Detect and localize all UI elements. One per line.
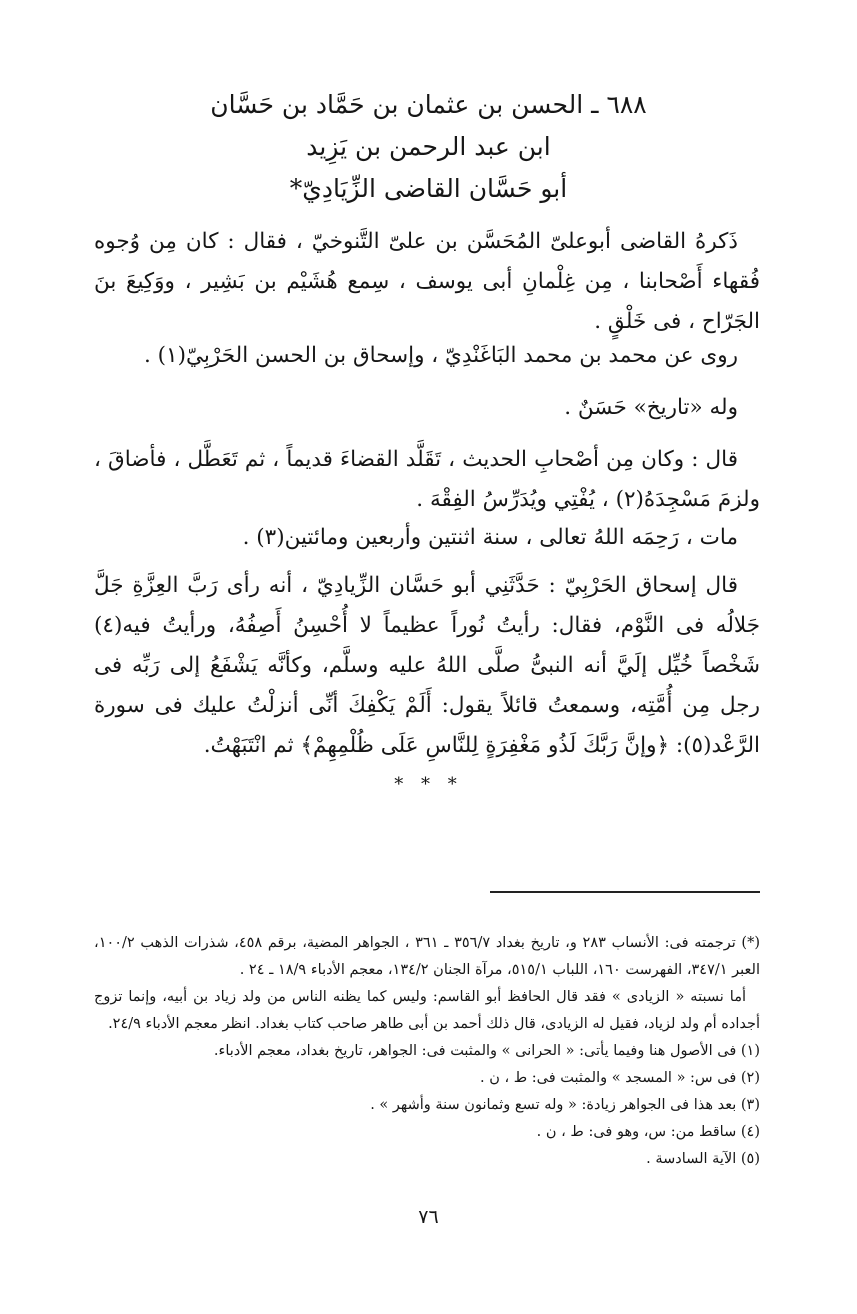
body-paragraph-5: مات ، رَحِمَه اللهُ تعالى ، سنة اثنتين وأربعين ومائتين(٣) . [242,525,738,550]
footnote-4: (٤) ساقط من: س، وهو فى: ط ، ن . [536,1124,760,1140]
body-paragraph-2: روى عن محمد بن محمد البَاغَنْدِيّ ، وإسحاق بن الحسن الحَرْبِيّ(١) . [143,343,738,368]
body-paragraph-4: قال : وكان مِن أصْحابِ الحديث ، تَقَلَّد القضاءَ قديماً ، ثم تَعَطَّل ، فأضاقَ ، ولزمَ مَسْجِدَهُ(٢) ، يُفْتِي ويُدَرِّسُ الفِقْهَ . [94,447,760,512]
footnote-3: (٣) بعد هذا فى الجواهر زيادة: « وله تسع وثمانون سنة وأشهر » . [370,1097,760,1113]
entry-title-name: ٦٨٨ ـ الحسن بن عثمان بن حَمَّاد بن حَسَّان [210,90,647,119]
footnote-source-continuation: أما نسبته « الزيادى » فقد قال الحافظ أبو القاسم: وليس كما يظنه الناس من ولد زياد بن أبيه، وإنما تزوج أجداده أم ولد لزياد، فقيل له الزيادى، قال ذلك أحمد بن أبى طاهر صاحب كتاب بغداد. انظر معجم الأدباء ٢٤/٩. [94,989,760,1032]
entry-heading [0,84,857,210]
body-paragraph-1: ذَكرهُ القاضى أبوعلىّ المُحَسَّن بن علىّ التَّنوخيّ ، فقال : كان مِن وُجوه فُقهاء أَصْحابنا ، مِن غِلْمانِ أبى يوسف ، سِمع هُشَيْم بن بَشِير ، ووَكِيعَ بنَ الجَرّاح ، فى خَلْقٍ . [94,229,760,334]
footnote-1: (١) فى الأصول هنا وفيما يأتى: « الحرانى » والمثبت فى: الجواهر، تاريخ بغداد، معجم الأدباء. [213,1043,760,1059]
entry-title-kunya: أبو حَسَّان القاضى الزِّيَادِيّ* [289,174,568,203]
section-separator: * * * [394,774,463,795]
page-number: ٧٦ [418,1206,439,1228]
body-paragraph-3: وله «تاريخ» حَسَنٌ . [564,395,738,420]
footnotes [94,930,760,1173]
entry-title-lineage: ابن عبد الرحمن بن يَزِيد [306,132,551,161]
footnote-2: (٢) فى س: « المسجد » والمثبت فى: ط ، ن . [480,1070,760,1086]
body-paragraph-6: قال إسحاق الحَرْبِيّ : حَدَّثَنِي أبو حَسَّان الزِّيادِيّ ، أنه رأى رَبَّ العِزَّةِ جَلَّ جَلالُه فى النَّوْم، فقال: رأيتُ نُوراً عظيماً لا أُحْسِنُ أَصِفُهُ، ورأيتُ فيه(٤) شَخْصاً خُيِّل إلَيَّ أنه النبىُّ صلَّى اللهُ عليه وسلَّم، وكأنَّه يَشْفَعُ إلى رَبِّه فى رجل مِن أُمَّتِه، وسمعتُ قائلاً يقول: أَلَمْ يَكْفِكَ أنِّى أنزلْتُ عليك فى سورة الرَّعْد(٥): ﴿وإنَّ رَبَّكَ لَذُو مَغْفِرَةٍ لِلنَّاسِ عَلَى ظُلْمِهِمْ﴾ ثم انْتَبَهْتُ. [94,573,760,758]
footnote-divider [490,891,760,893]
footnote-source: (*) ترجمته فى: الأنساب ٢٨٣ و، تاريخ بغداد ٣٥٦/٧ ـ ٣٦١ ، الجواهر المضية، برقم ٤٥٨، شذرات الذهب ١٠٠/٢، العبر ٣٤٧/١، الفهرست ١٦٠، اللباب ٥١٥/١، مرآة الجنان ١٣٤/٢، معجم الأدباء ١٨/٩ ـ ٢٤ . [94,935,760,978]
footnote-5: (٥) الآية السادسة . [646,1151,760,1167]
